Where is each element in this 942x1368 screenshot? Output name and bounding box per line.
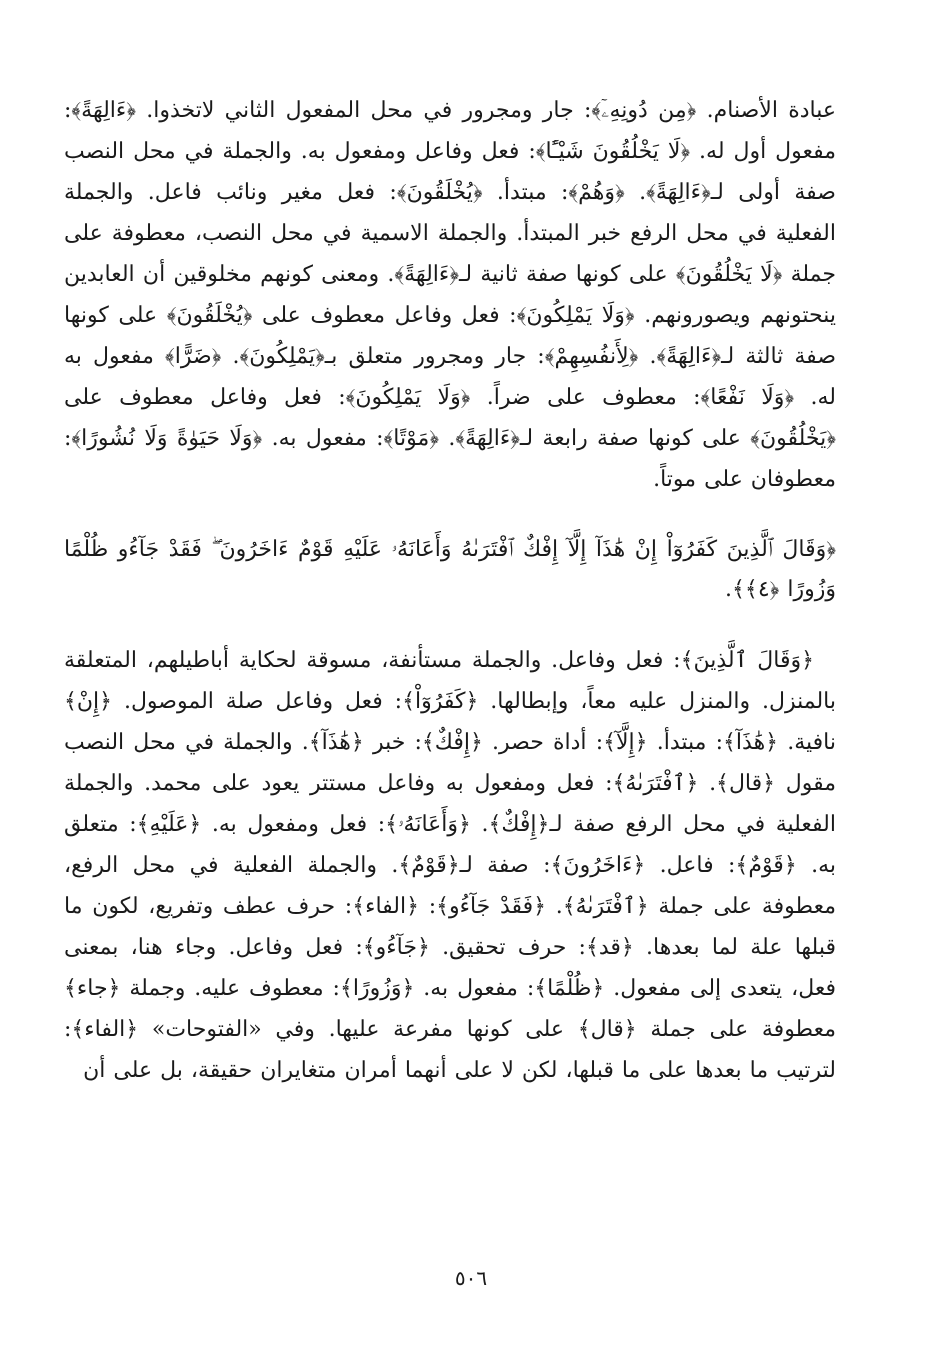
commentary-paragraph-2: ﴿وَقَالَ ٱلَّذِينَ﴾: فعل وفاعل. والجملة مستأنفة، مسوقة لحكاية أباطيلهم، المتعلقة بالمنزل. والمنزل عليه معاً، وإبطالها. ﴿كَفَرُوٓاْ﴾: فعل وفاعل صلة الموصول. ﴿إِنْ﴾ نافية. ﴿هَٰذَآ﴾: مبتدأ. ﴿إِلَّآ﴾: أداة حصر. ﴿إِفْكٌ﴾: خبر ﴿هَٰذَآ﴾. والجملة في محل النصب مقول ﴿قال﴾. ﴿ٱفْتَرَىٰهُ﴾: فعل ومفعول به وفاعل مستتر يعود على محمد. والجملة الفعلية في محل الرفع صفة لـ﴿إِفْكٌ﴾. ﴿وَأَعَانَهُۥ﴾: فعل ومفعول به. ﴿عَلَيْهِ﴾: متعلق به. ﴿قَوْمٌ﴾: فاعل. ﴿ءَاخَرُونَ﴾: صفة لـ﴿قَوْمٌ﴾. والجملة الفعلية في محل الرفع، معطوفة على جملة ﴿ٱفْتَرَىٰهُ﴾. ﴿فَقَدْ جَآءُو﴾: ﴿الفاء﴾: حرف عطف وتفريع، لكون ما قبلها علة لما بعدها. ﴿قد﴾: حرف تحقيق. ﴿جَآءُو﴾: فعل وفاعل. وجاء هنا، بمعنى فعل، يتعدى إلى مفعول. ﴿ظُلْمًا﴾: مفعول به. ﴿وَزُورًا﴾: معطوف عليه. وجملة ﴿جاء﴾ معطوفة على جملة ﴿قال﴾ على كونها مفرعة عليها. وفي «الفتوحات» ﴿الفاء﴾: لترتيب ما بعدها على ما قبلها، لكن لا على أنهما أمران متغايران حقيقة، بل على أن bbox=[64, 648, 836, 1083]
commentary-paragraph-1: عبادة الأصنام. ﴿مِن دُونِهِۦٓ﴾: جار ومجرور في محل المفعول الثاني لاتخذوا. ﴿ءَالِهَةً﴾: مفعول أول له. ﴿لَا يَخْلُقُونَ شَيْـًٔا﴾: فعل وفاعل ومفعول به. والجملة في محل النصب صفة أولى لـ﴿ءَالِهَةً﴾. ﴿وَهُمْ﴾: مبتدأ. ﴿يُخْلَقُونَ﴾: فعل مغير ونائب فاعل. والجملة الفعلية في محل الرفع خبر المبتدأ. والجملة الاسمية في محل النصب، معطوفة على جملة ﴿لَا يَخْلُقُونَ﴾ على كونها صفة ثانية لـ﴿ءَالِهَةً﴾. ومعنى كونهم مخلوقين أن العابدين ينحتونهم ويصورونهم. ﴿وَلَا يَمْلِكُونَ﴾: فعل وفاعل معطوف على ﴿يُخْلَقُونَ﴾ على كونها صفة ثالثة لـ﴿ءَالِهَةً﴾. ﴿لِأَنفُسِهِمْ﴾: جار ومجرور متعلق بـ﴿يَمْلِكُونَ﴾. ﴿ضَرًّا﴾ مفعول به له. ﴿وَلَا نَفْعًا﴾: معطوف على ضراً. ﴿وَلَا يَمْلِكُونَ﴾: فعل وفاعل معطوف على ﴿يَخْلُقُونَ﴾ على كونها صفة رابعة لـ﴿ءَالِهَةً﴾. ﴿مَوْتًا﴾: مفعول به. ﴿وَلَا حَيَوٰةً وَلَا نُشُورًا﴾: معطوفان على موتاً. bbox=[64, 98, 836, 492]
quran-verse: ﴿وَقَالَ ٱلَّذِينَ كَفَرُوٓاْ إِنْ هَٰذَآ إِلَّآ إِفْكٌ ٱفْتَرَىٰهُ وَأَعَانَهُۥ عَلَيْهِ قَوْمٌ ءَاخَرُونَ ۖ فَقَدْ جَآءُو ظُلْمًا وَزُورًا ﴿٤﴾﴾. bbox=[64, 537, 836, 602]
page-number: ٥٠٦ bbox=[454, 1266, 488, 1290]
page-body bbox=[64, 90, 836, 1091]
